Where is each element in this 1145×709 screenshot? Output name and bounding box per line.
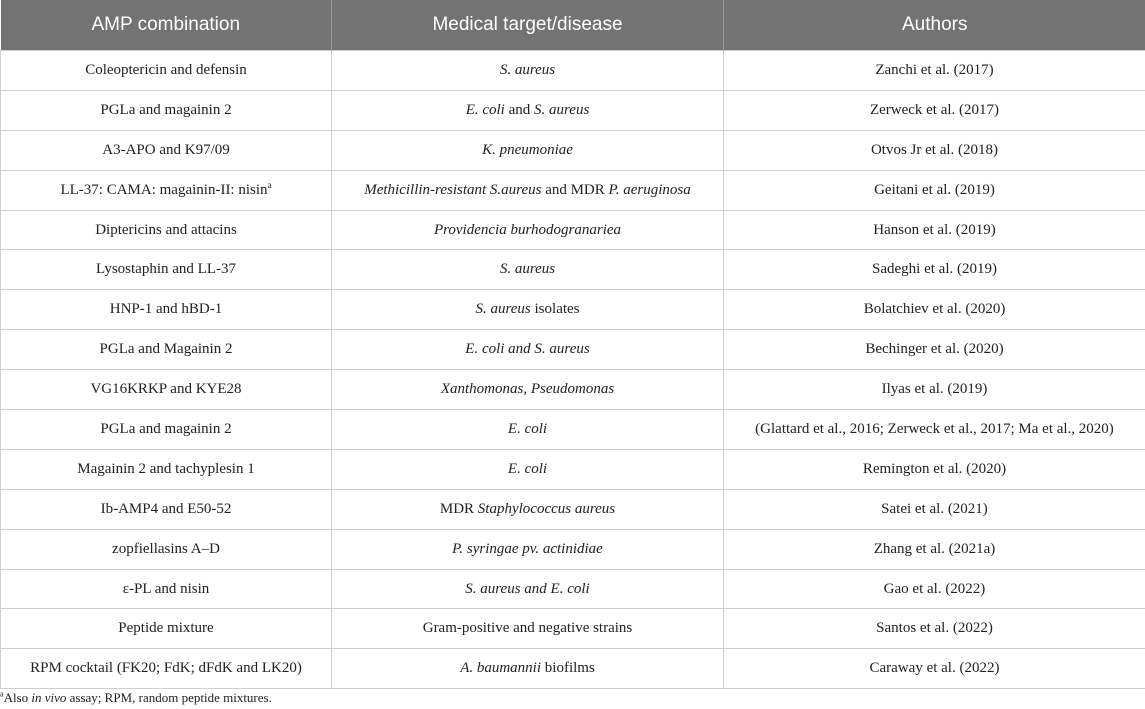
- text-segment: K. pneumoniae: [482, 141, 573, 158]
- table-row: [1, 370, 1145, 410]
- table-row: [1, 609, 1145, 649]
- cell-amp-combination: [1, 649, 332, 689]
- text-segment: ε-PL and nisin: [122, 580, 210, 597]
- cell-authors: Bechinger et al. (2020): [724, 330, 1145, 370]
- cell-authors: Ilyas et al. (2019): [724, 370, 1145, 410]
- cell-amp-combination: [1, 210, 332, 250]
- cell-authors: Zhang et al. (2021a): [724, 529, 1145, 569]
- text-segment: E. coli: [507, 420, 548, 437]
- text-segment: Xanthomonas, Pseudomonas: [440, 381, 615, 398]
- footnote-marker: a: [267, 179, 272, 190]
- text-segment: E. coli and S. aureus: [465, 341, 590, 358]
- text-segment: isolates: [530, 301, 580, 318]
- column-header-authors: Authors: [724, 0, 1145, 51]
- text-segment: P. aeruginosa: [608, 181, 691, 198]
- text-segment: VG16KRKP and KYE28: [90, 381, 242, 398]
- table-row: [1, 569, 1145, 609]
- text-segment: Diptericins and attacins: [95, 221, 237, 238]
- cell-authors: Gao et al. (2022): [724, 569, 1145, 609]
- text-segment: Providencia burhodogranariea: [433, 221, 622, 238]
- text-segment: RPM cocktail (FK20; FdK; dFdK and LK20): [30, 660, 302, 677]
- cell-amp-combination: [1, 51, 332, 91]
- text-segment: Magainin 2 and tachyplesin 1: [77, 460, 255, 477]
- cell-amp-combination: [1, 410, 332, 450]
- table-row: [1, 410, 1145, 450]
- cell-amp-combination: [1, 370, 332, 410]
- cell-medical-target: [332, 290, 724, 330]
- text-segment: PGLa and magainin 2: [100, 420, 232, 437]
- cell-medical-target: [332, 90, 724, 130]
- cell-medical-target: [332, 170, 724, 210]
- text-segment: in vivo: [31, 690, 67, 705]
- table-row: [1, 290, 1145, 330]
- cell-amp-combination: [1, 250, 332, 290]
- text-segment: Staphylococcus aureus: [477, 500, 616, 517]
- text-segment: Ib-AMP4 and E50-52: [100, 500, 232, 517]
- table-row: [1, 90, 1145, 130]
- table-row: [1, 130, 1145, 170]
- table-row: [1, 170, 1145, 210]
- cell-medical-target: [332, 449, 724, 489]
- cell-amp-combination: [1, 489, 332, 529]
- text-segment: PGLa and magainin 2: [100, 101, 232, 118]
- table-row: [1, 330, 1145, 370]
- cell-medical-target: [332, 210, 724, 250]
- cell-authors: Sadeghi et al. (2019): [724, 250, 1145, 290]
- text-segment: A3-APO and K97/09: [102, 141, 230, 158]
- cell-authors: Zerweck et al. (2017): [724, 90, 1145, 130]
- table-row: [1, 51, 1145, 91]
- cell-amp-combination: [1, 449, 332, 489]
- table-row: [1, 250, 1145, 290]
- cell-authors: Geitani et al. (2019): [724, 170, 1145, 210]
- footnote-marker: a: [0, 689, 4, 699]
- text-segment: Methicillin-resistant S.aureus: [364, 181, 542, 198]
- cell-medical-target: [332, 51, 724, 91]
- text-segment: S. aureus: [499, 61, 556, 78]
- text-segment: HNP-1 and hBD-1: [109, 301, 223, 318]
- text-segment: E. coli: [465, 101, 505, 118]
- text-segment: Also: [3, 690, 32, 705]
- table-row: [1, 449, 1145, 489]
- cell-authors: Satei et al. (2021): [724, 489, 1145, 529]
- text-segment: and MDR: [541, 181, 609, 198]
- cell-amp-combination: [1, 170, 332, 210]
- cell-amp-combination: [1, 330, 332, 370]
- cell-authors: Santos et al. (2022): [724, 609, 1145, 649]
- text-segment: Gram-positive and negative strains: [422, 620, 633, 637]
- text-segment: zopfiellasins A–D: [112, 540, 220, 557]
- cell-amp-combination: [1, 529, 332, 569]
- text-segment: and: [504, 101, 535, 118]
- cell-authors: (Glattard et al., 2016; Zerweck et al., 2017; Ma et al., 2020): [724, 410, 1145, 450]
- cell-authors: Otvos Jr et al. (2018): [724, 130, 1145, 170]
- cell-amp-combination: [1, 130, 332, 170]
- column-header-amp-combination: AMP combination: [1, 0, 332, 51]
- text-segment: S. aureus: [534, 101, 590, 118]
- text-segment: PGLa and Magainin 2: [99, 341, 233, 358]
- text-segment: LL-37: CAMA: magainin-II: nisin: [60, 181, 268, 198]
- cell-medical-target: [332, 649, 724, 689]
- text-segment: Coleoptericin and defensin: [85, 61, 247, 78]
- cell-authors: Caraway et al. (2022): [724, 649, 1145, 689]
- cell-medical-target: [332, 489, 724, 529]
- text-segment: Peptide mixture: [118, 620, 214, 637]
- table-row: [1, 210, 1145, 250]
- table-footnote: [0, 690, 272, 706]
- text-segment: MDR: [439, 500, 478, 517]
- column-header-medical-target: Medical target/disease: [332, 0, 724, 51]
- text-segment: biofilms: [541, 660, 595, 677]
- table-body: [1, 51, 1145, 689]
- text-segment: A. baumannii: [460, 660, 542, 677]
- cell-medical-target: [332, 609, 724, 649]
- text-segment: E. coli: [507, 460, 548, 477]
- cell-amp-combination: [1, 90, 332, 130]
- text-segment: P. syringae pv. actinidiae: [452, 540, 603, 557]
- cell-medical-target: [332, 330, 724, 370]
- text-segment: S. aureus: [475, 301, 531, 318]
- text-segment: assay; RPM, random peptide mixtures.: [66, 690, 272, 705]
- table-row: [1, 649, 1145, 689]
- cell-authors: Hanson et al. (2019): [724, 210, 1145, 250]
- cell-medical-target: [332, 529, 724, 569]
- text-segment: Lysostaphin and LL-37: [96, 261, 236, 278]
- cell-authors: Bolatchiev et al. (2020): [724, 290, 1145, 330]
- text-segment: S. aureus: [499, 261, 556, 278]
- cell-amp-combination: [1, 290, 332, 330]
- cell-authors: Zanchi et al. (2017): [724, 51, 1145, 91]
- cell-amp-combination: [1, 609, 332, 649]
- cell-medical-target: [332, 410, 724, 450]
- cell-medical-target: [332, 370, 724, 410]
- cell-authors: Remington et al. (2020): [724, 449, 1145, 489]
- cell-medical-target: [332, 569, 724, 609]
- cell-medical-target: [332, 130, 724, 170]
- cell-medical-target: [332, 250, 724, 290]
- table-row: [1, 529, 1145, 569]
- table-row: [1, 489, 1145, 529]
- text-segment: S. aureus and E. coli: [465, 580, 590, 597]
- cell-amp-combination: [1, 569, 332, 609]
- header-row: [1, 0, 1145, 51]
